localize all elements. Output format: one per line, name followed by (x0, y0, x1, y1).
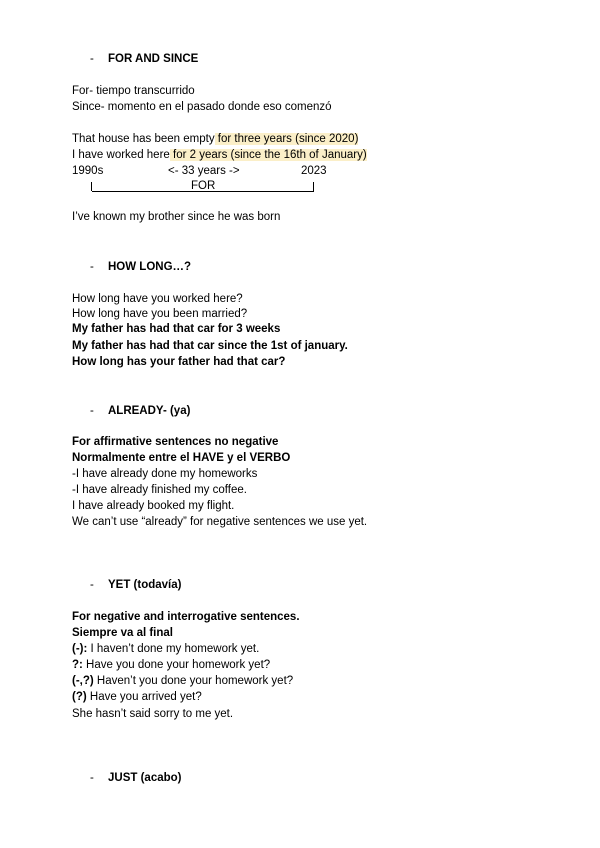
example-worked-plain: I have worked here (72, 149, 170, 161)
timeline-for-label: FOR (191, 180, 216, 192)
timeline-end-label: 2023 (301, 165, 327, 177)
yet-example (72, 642, 259, 656)
example-worked (72, 148, 367, 162)
how-long-line: How long have you worked here? (72, 293, 243, 305)
yet-example-prefix: ?: (72, 659, 83, 671)
definition-for: For- tiempo transcurrido (72, 85, 195, 97)
example-brother: I’ve known my brother since he was born (72, 211, 281, 223)
timeline-end-tick (313, 182, 314, 191)
section-heading-for-since: FOR AND SINCE (108, 53, 199, 65)
already-line: I have already booked my flight. (72, 500, 235, 512)
yet-example (72, 674, 293, 688)
example-house-plain: That house has been empty (72, 133, 215, 145)
timeline-start-tick (91, 182, 92, 191)
example-house (72, 132, 358, 146)
yet-example-prefix: (?) (72, 691, 87, 703)
yet-example (72, 658, 270, 672)
bullet-dash: - (90, 579, 94, 591)
already-line: Normalmente entre el HAVE y el VERBO (72, 452, 291, 464)
example-worked-highlight: for 2 years (since the 16th of January) (169, 149, 367, 161)
section-heading-how-long: HOW LONG…? (108, 261, 192, 273)
section-heading-yet: YET (todavía) (108, 579, 182, 591)
yet-example-last: She hasn’t said sorry to me yet. (72, 708, 234, 720)
bullet-dash: - (90, 53, 94, 65)
yet-example-text: I haven’t done my homework yet. (87, 643, 260, 655)
bullet-dash: - (90, 405, 94, 417)
yet-example-text: Have you arrived yet? (86, 691, 202, 703)
yet-example-prefix: (-): (72, 643, 88, 655)
how-long-line: How long has your father had that car? (72, 356, 286, 368)
already-line: -I have already done my homeworks (72, 468, 258, 480)
yet-example-text: Have you done your homework yet? (82, 659, 271, 671)
how-long-line: My father has had that car since the 1st of january. (72, 340, 348, 352)
already-line: -I have already finished my coffee. (72, 484, 247, 496)
timeline-start-label: 1990s (72, 165, 104, 177)
bullet-dash: - (90, 772, 94, 784)
definition-since: Since- momento en el pasado donde eso comenzó (72, 101, 332, 113)
yet-rule: Siempre va al final (72, 627, 173, 639)
yet-rule: For negative and interrogative sentences. (72, 611, 300, 623)
how-long-line: How long have you been married? (72, 308, 248, 320)
already-line: We can’t use “already” for negative sentences we use yet. (72, 516, 368, 528)
already-line: For affirmative sentences no negative (72, 436, 279, 448)
how-long-line: My father has had that car for 3 weeks (72, 323, 281, 335)
yet-example-prefix: (-,?) (72, 675, 94, 687)
yet-example (72, 690, 202, 704)
example-house-highlight: for three years (since 2020) (214, 133, 359, 145)
timeline-duration-label: <- 33 years -> (168, 165, 240, 177)
bullet-dash: - (90, 261, 94, 273)
yet-example-text: Haven’t you done your homework yet? (93, 675, 294, 687)
section-heading-just: JUST (acabo) (108, 772, 182, 784)
section-heading-already: ALREADY- (ya) (108, 405, 191, 417)
